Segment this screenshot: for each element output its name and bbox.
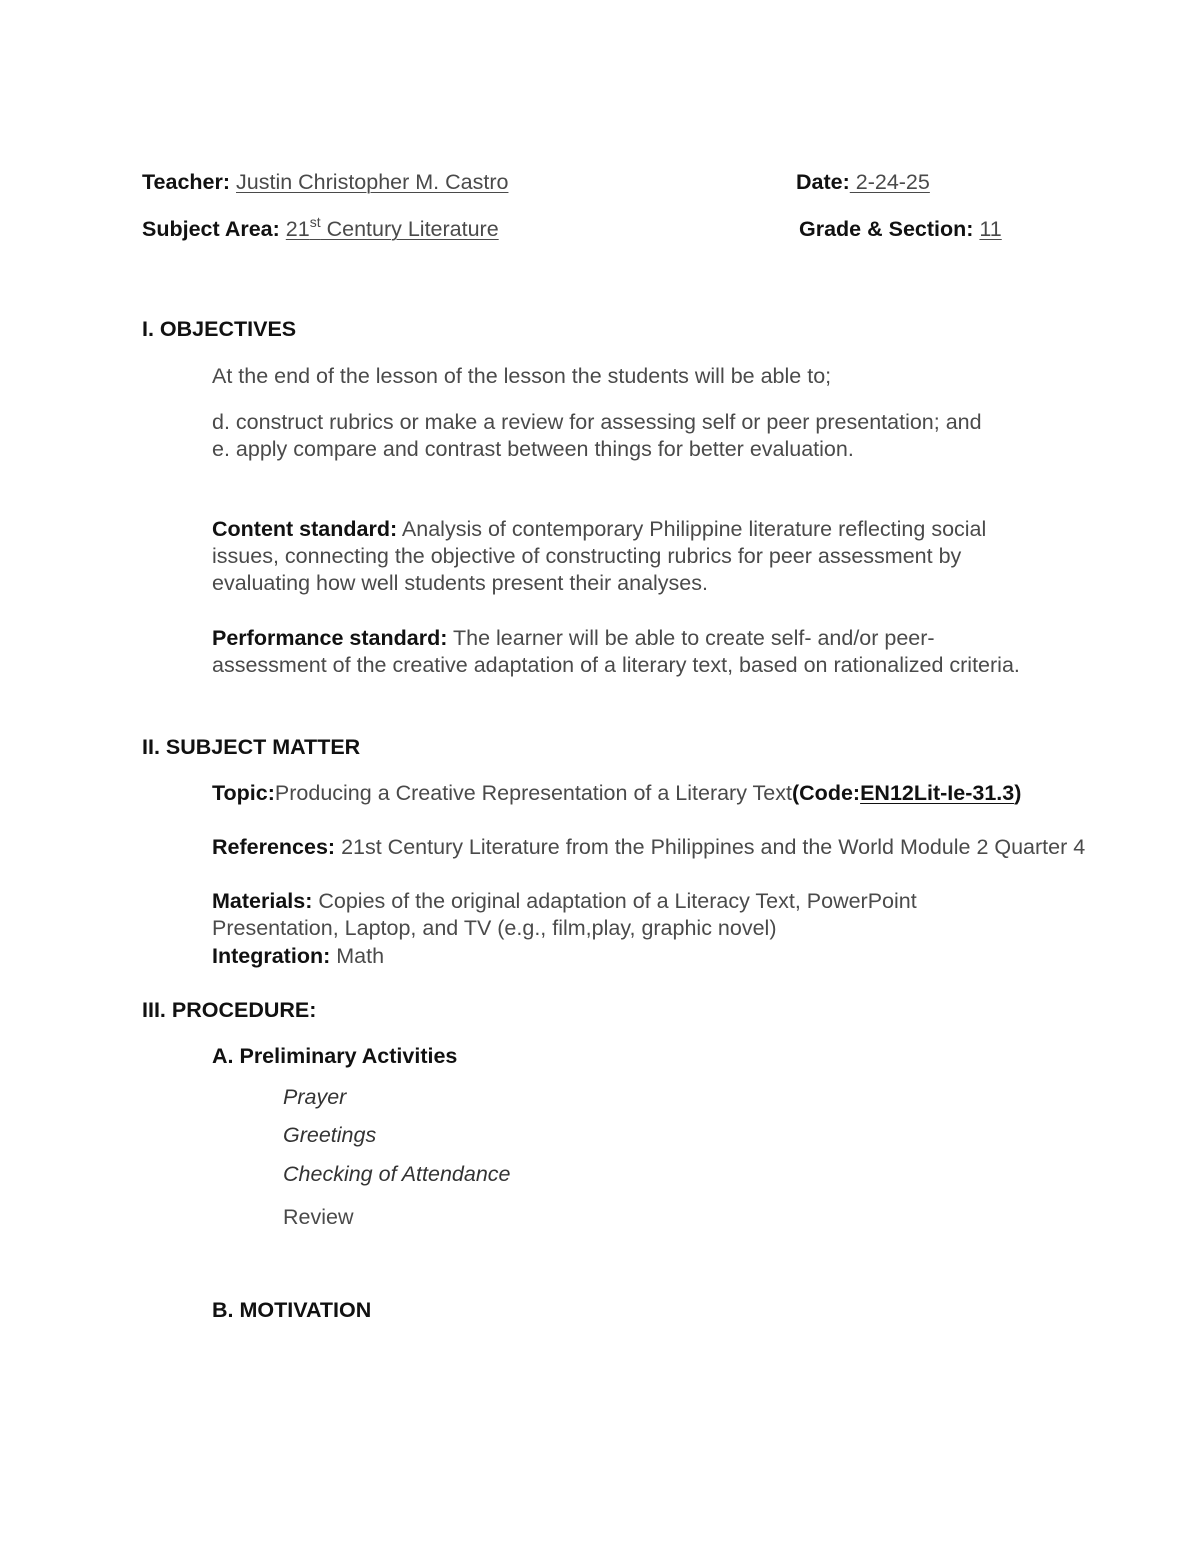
date-line: [796, 169, 930, 196]
date-value: 2-24-25: [849, 170, 930, 194]
teacher-value: Justin Christopher M. Castro: [236, 170, 509, 194]
objective-item-e: e. apply compare and contrast between things for better evaluation.: [212, 437, 854, 461]
subject-value-text: Century Literature: [320, 217, 499, 241]
performance-standard: [212, 625, 1032, 679]
performance-standard-text: The learner will be able to create self- and/or peer-assessment of the creative adaptation of a literary text, based on rationalized criteria.: [212, 626, 1020, 677]
activity-prayer: Prayer: [283, 1085, 347, 1109]
topic-label: Topic:: [212, 781, 275, 805]
content-standard-text: Analysis of contemporary Philippine literature reflecting social issues, connecting the objective of constructing rubrics for peer assessment by evaluating how well students present their analyses.: [212, 517, 987, 595]
teacher-label: Teacher:: [142, 170, 231, 194]
subject-label: Subject Area:: [142, 217, 280, 241]
procedure-heading: III. PROCEDURE:: [142, 998, 317, 1022]
motivation-heading: B. MOTIVATION: [212, 1298, 372, 1322]
objectives-intro: At the end of the lesson of the lesson the students will be able to;: [212, 364, 832, 388]
activity-review: Review: [283, 1205, 354, 1229]
activity-attendance: Checking of Attendance: [283, 1162, 511, 1186]
grade-label: Grade & Section:: [799, 217, 974, 241]
materials-line: [212, 888, 1002, 942]
preliminary-activities-heading: A. Preliminary Activities: [212, 1044, 458, 1068]
references-text: 21st Century Literature from the Philippines and the World Module 2 Quarter 4: [335, 835, 1086, 859]
date-label: Date:: [796, 170, 850, 194]
activity-greetings: Greetings: [283, 1123, 377, 1147]
performance-standard-label: Performance standard:: [212, 626, 448, 650]
content-standard: [212, 516, 1032, 597]
subject-value-sup: st: [309, 214, 321, 230]
teacher-line: [142, 169, 508, 196]
subject-line: [142, 216, 499, 243]
integration-line: [212, 943, 384, 970]
topic-text: Producing a Creative Representation of a Literary Text: [274, 781, 792, 805]
integration-label: Integration:: [212, 944, 331, 968]
subject-value-number: 21: [285, 217, 310, 241]
code-label: (Code:: [792, 781, 861, 805]
code-value: EN12Lit-Ie-31.3: [860, 781, 1015, 805]
references-line: [212, 834, 1128, 861]
integration-text: Math: [330, 944, 385, 968]
objectives-heading: I. OBJECTIVES: [142, 317, 297, 341]
objective-item-d: d. construct rubrics or make a review for assessing self or peer presentation; and: [212, 410, 982, 434]
references-label: References:: [212, 835, 336, 859]
subject-value: [285, 214, 499, 241]
materials-text: Copies of the original adaptation of a Literacy Text, PowerPoint Presentation, Laptop, and TV (e.g., film,play, graphic novel): [212, 889, 917, 940]
subject-matter-heading: II. SUBJECT MATTER: [142, 735, 361, 759]
content-standard-label: Content standard:: [212, 517, 398, 541]
topic-line: [212, 780, 1093, 807]
code-close: ): [1014, 781, 1022, 805]
grade-line: [799, 216, 1002, 243]
materials-label: Materials:: [212, 889, 313, 913]
grade-value: 11: [979, 217, 1002, 241]
